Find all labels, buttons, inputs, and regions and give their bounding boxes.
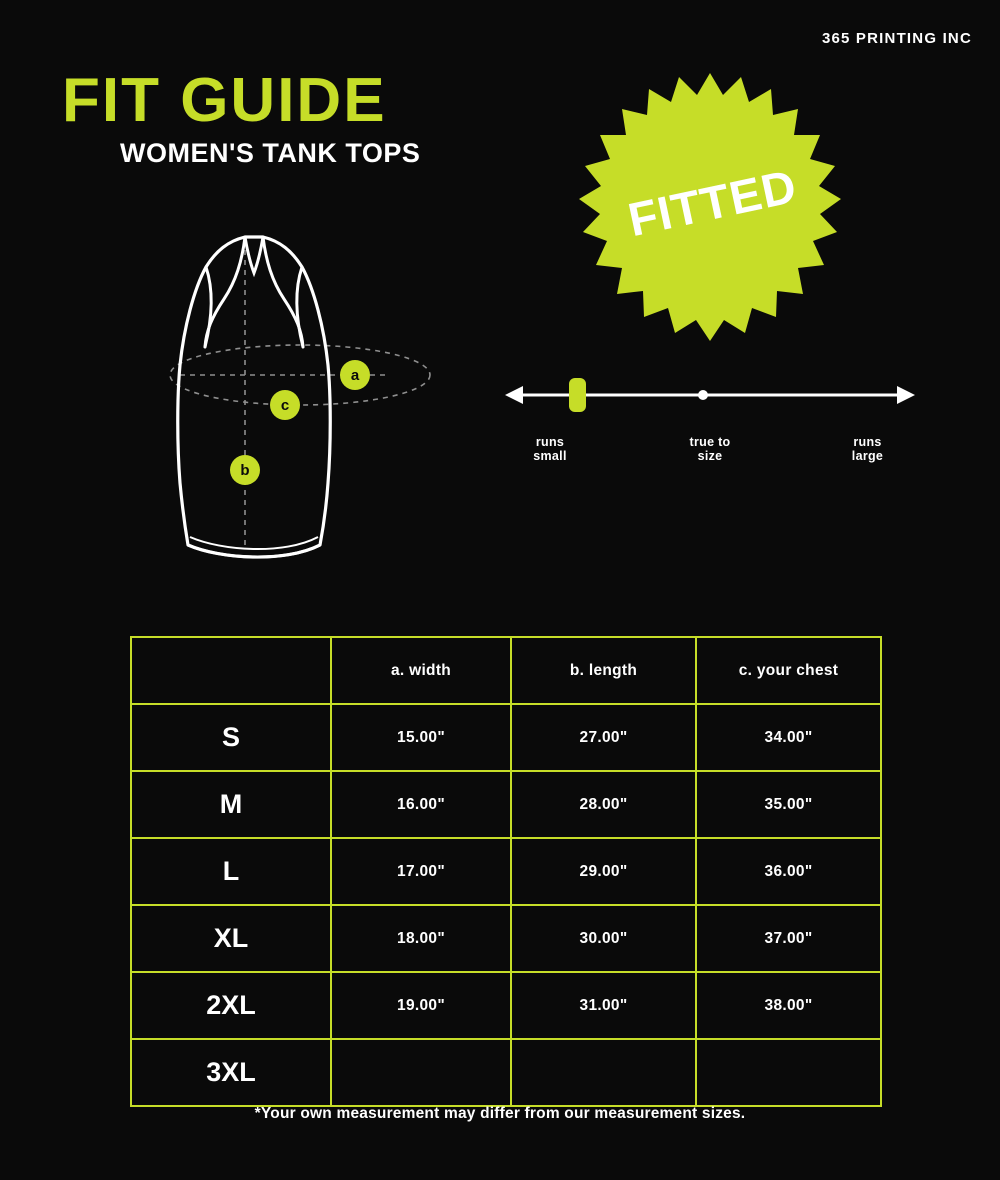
row-size: M bbox=[131, 771, 331, 838]
size-table-wrap bbox=[130, 636, 880, 1107]
row-width: 16.00" bbox=[331, 771, 511, 838]
row-size: 3XL bbox=[131, 1039, 331, 1106]
scale-label-runs-large bbox=[820, 435, 915, 464]
runs-large-line2: large bbox=[851, 449, 884, 464]
row-length: 28.00" bbox=[511, 771, 696, 838]
scale-label-true-to-size bbox=[655, 435, 765, 464]
row-length: 27.00" bbox=[511, 704, 696, 771]
row-chest bbox=[696, 1039, 881, 1106]
row-chest: 38.00" bbox=[696, 972, 881, 1039]
page-subtitle: WOMEN'S TANK TOPS bbox=[120, 138, 421, 168]
fitted-label: FITTED bbox=[623, 158, 802, 247]
row-width: 19.00" bbox=[331, 972, 511, 1039]
tank-top-illustration bbox=[150, 215, 450, 595]
header-chest: c. your chest bbox=[696, 637, 881, 704]
table-row bbox=[131, 838, 881, 905]
row-width: 18.00" bbox=[331, 905, 511, 972]
true-to-size-line2: size bbox=[697, 449, 723, 464]
tank-top-svg bbox=[150, 215, 450, 595]
row-chest: 37.00" bbox=[696, 905, 881, 972]
row-size: 2XL bbox=[131, 972, 331, 1039]
row-chest: 35.00" bbox=[696, 771, 881, 838]
table-header-row bbox=[131, 637, 881, 704]
header-width: a. width bbox=[331, 637, 511, 704]
footnote: *Your own measurement may differ from our measurement sizes. bbox=[254, 1105, 746, 1122]
row-size: XL bbox=[131, 905, 331, 972]
header-length: b. length bbox=[511, 637, 696, 704]
runs-small-line1: runs bbox=[535, 435, 565, 449]
true-to-size-line1: true to bbox=[689, 435, 731, 449]
row-chest: 34.00" bbox=[696, 704, 881, 771]
table-row bbox=[131, 972, 881, 1039]
row-width: 15.00" bbox=[331, 704, 511, 771]
row-length: 31.00" bbox=[511, 972, 696, 1039]
runs-large-line1: runs bbox=[853, 435, 882, 449]
table-row bbox=[131, 1039, 881, 1106]
header-blank bbox=[131, 637, 331, 704]
fit-scale-axis bbox=[505, 370, 915, 430]
marker-b: b bbox=[230, 455, 260, 485]
page-title: FIT GUIDE bbox=[62, 66, 387, 135]
table-row bbox=[131, 771, 881, 838]
row-length: 30.00" bbox=[511, 905, 696, 972]
row-chest: 36.00" bbox=[696, 838, 881, 905]
row-length bbox=[511, 1039, 696, 1106]
fit-scale bbox=[505, 370, 915, 480]
row-length: 29.00" bbox=[511, 838, 696, 905]
scale-label-runs-small bbox=[505, 435, 595, 464]
table-row bbox=[131, 905, 881, 972]
marker-c: c bbox=[270, 390, 300, 420]
runs-small-line2: small bbox=[533, 449, 567, 464]
row-width: 17.00" bbox=[331, 838, 511, 905]
row-width bbox=[331, 1039, 511, 1106]
row-size: S bbox=[131, 704, 331, 771]
size-table bbox=[130, 636, 882, 1107]
brand-name: 365 PRINTING INC bbox=[821, 30, 972, 47]
table-row bbox=[131, 704, 881, 771]
row-size: L bbox=[131, 838, 331, 905]
marker-a: a bbox=[340, 360, 370, 390]
